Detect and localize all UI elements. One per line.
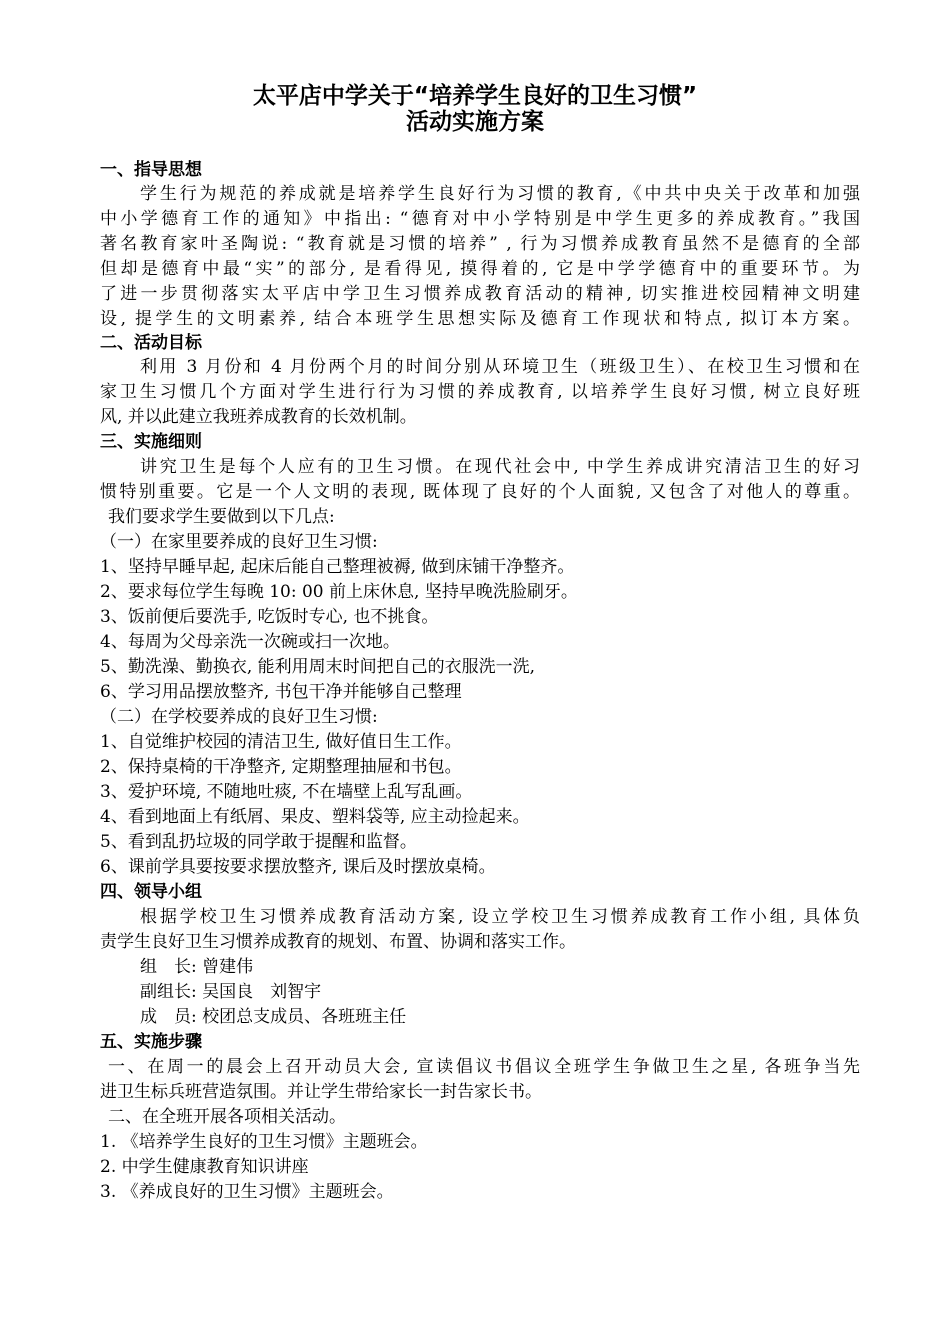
paragraph-line: 风, 并以此建立我班养成教育的长效机制。 bbox=[100, 407, 417, 427]
section-heading-guiding-ideology: 一、指导思想 bbox=[100, 160, 202, 180]
list-item: 4、看到地面上有纸屑、果皮、塑料袋等, 应主动捡起来。 bbox=[100, 807, 530, 827]
section-heading-activity-goals: 二、活动目标 bbox=[100, 333, 202, 353]
list-item: 3. 《养成良好的卫生习惯》主题班会。 bbox=[100, 1182, 394, 1202]
paragraph-line: 根据学校卫生习惯养成教育活动方案, 设立学校卫生习惯养成教育工作小组, 具体负 bbox=[140, 907, 860, 927]
paragraph-line: 学生行为规范的养成就是培养学生良好行为习惯的教育,《中共中央关于改革和加强 bbox=[140, 184, 860, 204]
section-heading-leadership-group: 四、领导小组 bbox=[100, 882, 202, 902]
paragraph-line: 讲究卫生是每个人应有的卫生习惯。在现代社会中, 中学生养成讲究清洁卫生的好习 bbox=[140, 457, 860, 477]
paragraph-line: 二、在全班开展各项相关活动。 bbox=[108, 1107, 346, 1127]
deputy-group-leader: 副组长: 吴国良 刘智宇 bbox=[140, 982, 322, 1002]
paragraph-line: 但却是德育中最“实”的部分, 是看得见, 摸得着的, 它是中学学德育中的重要环节。为 bbox=[100, 259, 860, 279]
list-item: 2、保持桌椅的干净整齐, 定期整理抽屉和书包。 bbox=[100, 757, 462, 777]
paragraph-line: 中小学德育工作的通知》中指出: “德育对中小学特别是中学生更多的养成教育。”我国 bbox=[100, 209, 860, 229]
section-heading-implementation-rules: 三、实施细则 bbox=[100, 432, 202, 452]
paragraph-line: 家卫生习惯几个方面对学生进行行为习惯的养成教育, 以培养学生良好习惯, 树立良好班 bbox=[100, 382, 860, 402]
group-members: 成 员: 校团总支成员、各班班主任 bbox=[140, 1007, 407, 1027]
list-item: 1、坚持早睡早起, 起床后能自己整理被褥, 做到床铺干净整齐。 bbox=[100, 557, 575, 577]
list-item: 2. 中学生健康教育知识讲座 bbox=[100, 1157, 309, 1177]
paragraph-line: 著名教育家叶圣陶说: “教育就是习惯的培养” , 行为习惯养成教育虽然不是德育的全部 bbox=[100, 234, 860, 254]
paragraph-line: 利用 3 月份和 4 月份两个月的时间分别从环境卫生（班级卫生）、在校卫生习惯和在 bbox=[140, 357, 860, 377]
paragraph-line: 了进一步贯彻落实太平店中学卫生习惯养成教育活动的精神, 切实推进校园精神文明建 bbox=[100, 284, 860, 304]
list-item: 5、勤洗澡、勤换衣, 能利用周末时间把自己的衣服洗一洗, bbox=[100, 657, 536, 677]
paragraph-line: 进卫生标兵班营造氛围。并让学生带给家长一封告家长书。 bbox=[100, 1082, 542, 1102]
list-item: 4、每周为父母亲洗一次碗或扫一次地。 bbox=[100, 632, 400, 652]
group-leader: 组 长: 曾建伟 bbox=[140, 957, 254, 977]
paragraph-line: 责学生良好卫生习惯养成教育的规划、布置、协调和落实工作。 bbox=[100, 932, 576, 952]
list-item: 6、课前学具要按要求摆放整齐, 课后及时摆放桌椅。 bbox=[100, 857, 496, 877]
list-item: 1、自觉维护校园的清洁卫生, 做好值日生工作。 bbox=[100, 732, 462, 752]
list-item: 5、看到乱扔垃圾的同学敢于提醒和监督。 bbox=[100, 832, 417, 852]
list-item: 2、要求每位学生每晚 10: 00 前上床休息, 坚持早晚洗脸刷牙。 bbox=[100, 582, 578, 602]
paragraph-line: 我们要求学生要做到以下几点: bbox=[108, 507, 335, 527]
subsection-heading-school: （二）在学校要养成的良好卫生习惯: bbox=[100, 707, 378, 727]
subsection-heading-home: （一）在家里要养成的良好卫生习惯: bbox=[100, 532, 378, 552]
paragraph-line: 惯特别重要。它是一个人文明的表现, 既体现了良好的个人面貌, 又包含了对他人的尊重。 bbox=[100, 482, 860, 502]
document-title: 太平店中学关于“培养学生良好的卫生习惯” bbox=[252, 83, 698, 109]
paragraph-line: 一、在周一的晨会上召开动员大会, 宣读倡议书倡议全班学生争做卫生之星, 各班争当先 bbox=[108, 1057, 860, 1077]
section-heading-implementation-steps: 五、实施步骤 bbox=[100, 1032, 202, 1052]
paragraph-line: 设, 提学生的文明素养, 结合本班学生思想实际及德育工作现状和特点, 拟订本方案。 bbox=[100, 309, 860, 329]
list-item: 3、爱护环境, 不随地吐痰, 不在墙壁上乱写乱画。 bbox=[100, 782, 473, 802]
list-item: 6、学习用品摆放整齐, 书包干净并能够自己整理 bbox=[100, 682, 462, 702]
list-item: 3、饭前便后要洗手, 吃饭时专心, 也不挑食。 bbox=[100, 607, 439, 627]
list-item: 1. 《培养学生良好的卫生习惯》主题班会。 bbox=[100, 1132, 428, 1152]
document-subtitle: 活动实施方案 bbox=[406, 109, 544, 135]
